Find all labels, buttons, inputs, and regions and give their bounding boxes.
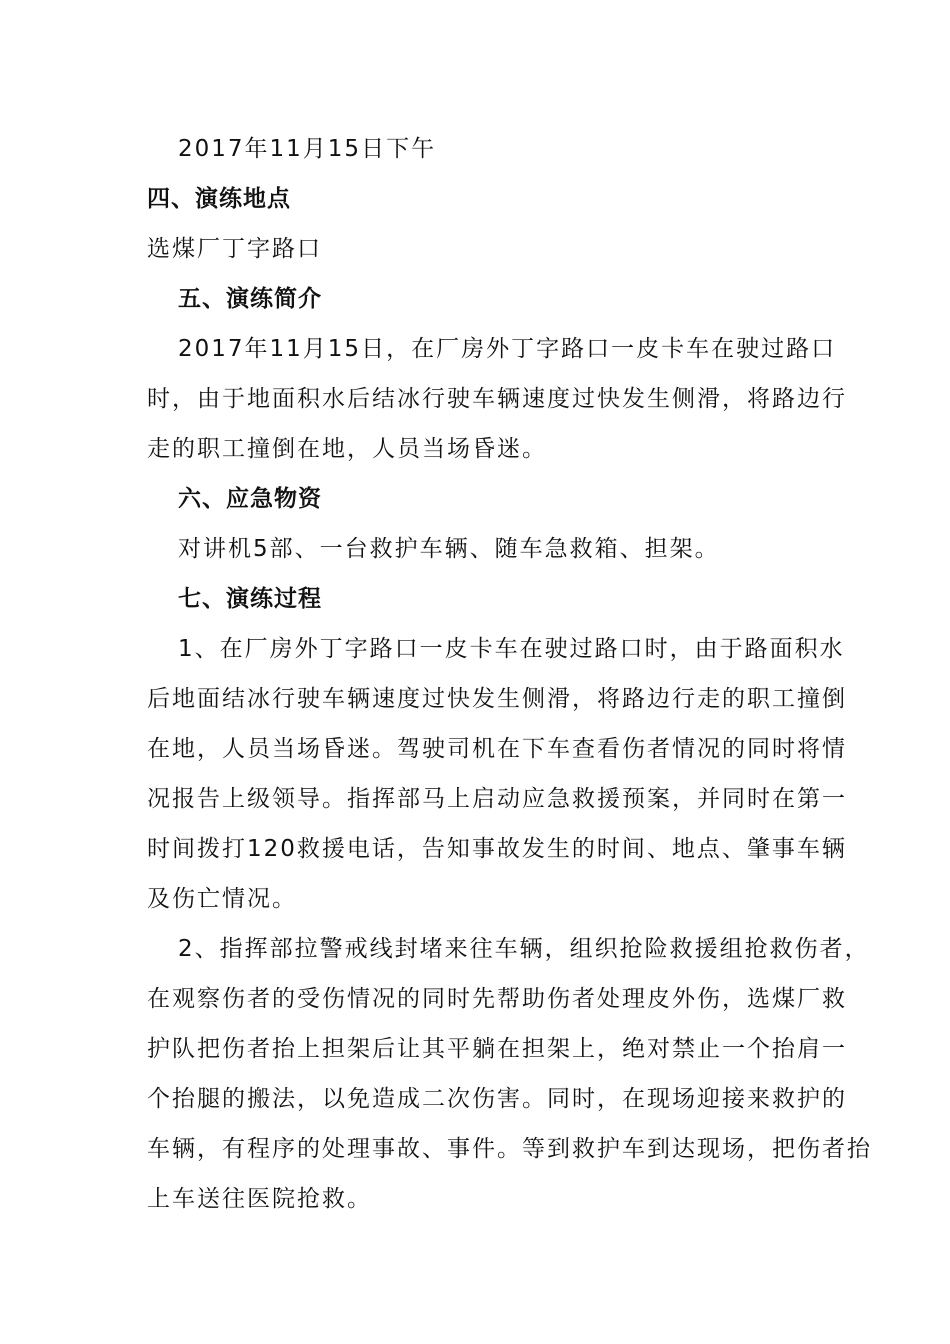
intro-line: 时，由于地面积水后结冰行驶车辆速度过快发生侧滑，将路边行 (147, 386, 847, 412)
process-para1-line: 1、在厂房外丁字路口一皮卡车在驶过路口时，由于路面积水 (178, 636, 845, 662)
process-para2-line: 护队把伤者抬上担架后让其平躺在担架上，绝对禁止一个抬肩一 (147, 1036, 847, 1062)
process-para2-line: 上车送往医院抢救。 (147, 1186, 372, 1212)
process-para1-line: 况报告上级领导。指挥部马上启动应急救援预案，并同时在第一 (147, 786, 847, 812)
supplies-text: 对讲机5部、一台救护车辆、随车急救箱、担架。 (178, 536, 720, 562)
section-heading-process: 七、演练过程 (178, 586, 322, 612)
section-heading-intro: 五、演练简介 (178, 286, 322, 312)
process-para1-line: 后地面结冰行驶车辆速度过快发生侧滑，将路边行走的职工撞倒 (147, 686, 847, 712)
section-heading-location: 四、演练地点 (147, 186, 291, 212)
process-para2-line: 在观察伤者的受伤情况的同时先帮助伤者处理皮外伤，选煤厂救 (147, 986, 847, 1012)
process-para1-line: 在地，人员当场昏迷。驾驶司机在下车查看伤者情况的同时将情 (147, 736, 847, 762)
intro-line: 2017年11月15日，在厂房外丁字路口一皮卡车在驶过路口 (178, 336, 837, 362)
process-para2-line: 车辆，有程序的处理事故、事件。等到救护车到达现场，把伤者抬 (147, 1136, 872, 1162)
section-heading-supplies: 六、应急物资 (178, 486, 322, 512)
location-text: 选煤厂丁字路口 (147, 236, 322, 262)
date-line: 2017年11月15日下午 (178, 136, 437, 162)
process-para2-line: 个抬腿的搬法，以免造成二次伤害。同时，在现场迎接来救护的 (147, 1086, 847, 1112)
process-para2-line: 2、指挥部拉警戒线封堵来往车辆，组织抢险救援组抢救伤者， (178, 936, 870, 962)
process-para1-line: 及伤亡情况。 (147, 886, 297, 912)
intro-line: 走的职工撞倒在地，人员当场昏迷。 (147, 436, 547, 462)
process-para1-line: 时间拨打120救援电话，告知事故发生的时间、地点、肇事车辆 (147, 836, 847, 862)
